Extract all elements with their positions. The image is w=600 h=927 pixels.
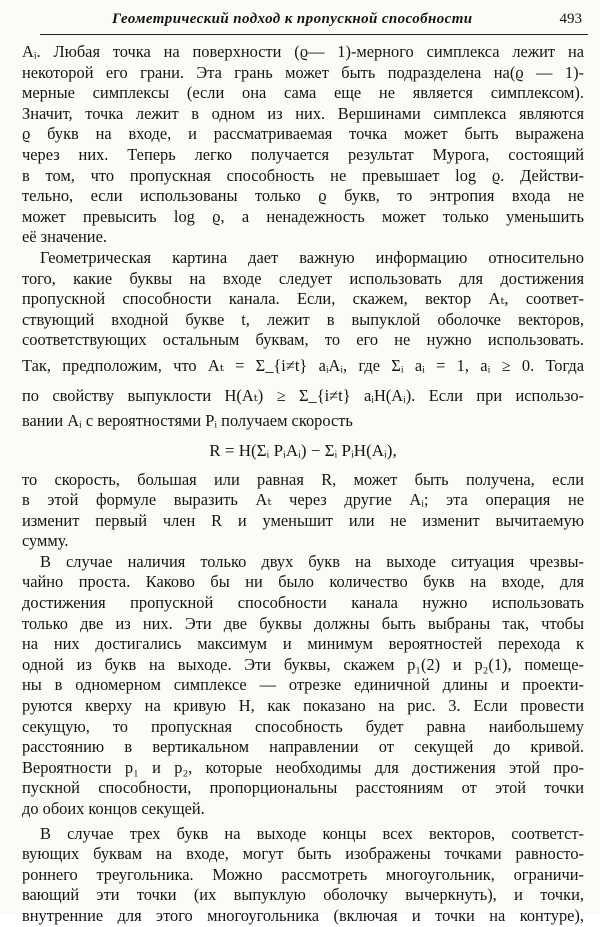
text-line: ны в одномерном симплексе — отрезке единичной длины и проекти-	[22, 675, 584, 695]
text-line: изменит первый член R и уменьшит или не изменит вычитаемую	[22, 510, 584, 530]
text-line-with-sum: по свойству выпуклости H(Aₜ) ≥ Σ_{i≠t} aᵢH(Aᵢ). Если при использо-	[22, 385, 584, 405]
text-line: Aᵢ. Любая точка на поверхности (ϱ— 1)-мерного симплекса лежит на	[22, 42, 584, 61]
text-line: внутренние для этого многоугольника (включая и точки на контуре),	[22, 905, 584, 925]
text-line: может превысить log ϱ, а ненадежность может только уменьшить	[22, 206, 584, 226]
text-line: одной из букв на выходе. Эти буквы, скажем p₁(2) и p₂(1), помеще-	[22, 654, 584, 674]
text-line: достижения пропускной способности канала нужно использовать	[22, 593, 584, 613]
text-line: только две из них. Эти две буквы должны быть выбраны так, чтобы	[22, 613, 584, 633]
text-line: на них достигались максимум и минимум вероятностей перехода к	[22, 634, 584, 654]
text-line-with-sum: Так, предположим, что Aₜ = Σ_{i≠t} aᵢAᵢ, где Σᵢ aᵢ = 1, aᵢ ≥ 0. Тогда	[22, 355, 584, 375]
running-head	[40, 8, 588, 35]
text-line: мерные симплексы (если она сама еще не является симплексом).	[22, 83, 584, 103]
text-line: вании Aᵢ с вероятностями Pᵢ получаем скорость	[22, 410, 353, 430]
text-line: через них. Теперь легко получается результат Мурога, состоящий	[22, 144, 584, 164]
text-line: вующих буквам на входе, могут быть изображены точками равносто-	[22, 844, 584, 864]
text-line: ϱ букв на входе, и рассматриваемая точка может быть выражена	[22, 124, 584, 144]
text-line: некоторой его грани. Эта грань может быть подразделена на(ϱ — 1)-	[22, 62, 584, 82]
display-formula: R = H(Σᵢ PᵢAᵢ) − Σᵢ PᵢH(Aᵢ),	[209, 440, 397, 460]
text-line: Вероятности p₁ и p₂, которые необходимы для достижения этой про-	[22, 757, 584, 777]
text-line: пропускной способности канала. Если, скажем, вектор Aₜ, соответ-	[22, 289, 584, 309]
text-line: её значение.	[22, 227, 107, 247]
text-line: пускной способности, пропорциональны расстояниям от этой точки	[22, 778, 584, 798]
text-line: до обоих концов секущей.	[22, 799, 205, 818]
text-line: роннего треугольника. Можно рассмотреть многоугольник, ограничи-	[22, 864, 584, 884]
text-line: в том, что пропускная способность не превышает log ϱ. Действи-	[22, 165, 584, 185]
text-line: чайно проста. Каково бы ни было количество букв на входе, для	[22, 572, 584, 592]
text-line: вающий эти точки (их выпуклую оболочку вычеркнуть), и точки,	[22, 885, 584, 905]
paragraph-start-line: В случае трех букв на выходе концы всех векторов, соответст-	[40, 823, 584, 843]
running-title: Геометрический подход к пропускной способности	[112, 11, 473, 27]
text-line: секущую, то пропускная способность будет равна наибольшему	[22, 716, 584, 736]
body-text	[22, 42, 584, 927]
text-line: ствующий входной букве t, лежит в выпуклой оболочке векторов,	[22, 309, 584, 329]
text-line: Значит, точка лежит в одном из них. Вершинами симплекса являются	[22, 103, 584, 123]
text-line: соответствующих остальным буквам, то его не нужно использовать.	[22, 330, 584, 350]
text-line: то скорость, большая или равная R, может быть получена, если	[22, 469, 584, 489]
text-line: сумму.	[22, 531, 69, 551]
paragraph-start-line: Геометрическая картина дает важную информацию относительно	[40, 247, 584, 267]
text-line: в этой формуле выразить Aₜ через другие Aᵢ; эта операция не	[22, 490, 584, 510]
text-line: руются кверху на кривую H, как показано на рис. 3. Если провести	[22, 696, 584, 716]
paragraph-start-line: В случае наличия только двух букв на выходе ситуация чрезвы-	[40, 551, 584, 571]
text-line: расстоянию в вертикальном направлении от секущей до кривой.	[22, 737, 584, 757]
text-line: того, какие буквы на входе следует использовать для достижения	[22, 268, 584, 288]
page-number: 493	[559, 11, 582, 27]
text-line: тельно, если использованы только ϱ букв, то энтропия входа не	[22, 186, 584, 206]
